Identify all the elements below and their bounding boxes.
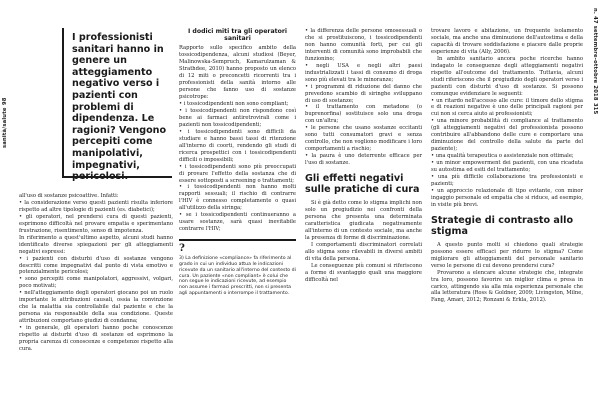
list-item: • sono percepiti come manipolatori, aggressivi, volgari, poco motivati; xyxy=(19,276,173,290)
running-head-left xyxy=(2,8,12,148)
box-title: I dodici miti tra gli operatori sanitari xyxy=(187,28,288,43)
list-item: • i tossicodipendenti non sono compliant; xyxy=(179,101,289,108)
list-item: • una qualità terapeutica o assistenziale non ottimale; xyxy=(431,153,574,160)
page-label-right: n. 47 settembre-ottobre 2018 xyxy=(592,8,598,101)
list-item: • un minor empowerment dei pazienti, con una ricaduta su autostima ed esiti del trattamento; xyxy=(431,160,583,174)
list-item: • un ritardo nell'accesso alle cure: il timore dello stigma e di reazioni negative è uno delle principali ragioni per cui non si cerca aiuto ai professionisti; xyxy=(431,97,583,118)
page-label-left: sanità/salute xyxy=(2,107,8,148)
paragraph: Provarono a elencare alcune strategie che, integrate tra loro, possono favorire un miglior clima e presa in carico, attingendo sia alla mia esperienza personale che alla letteratura (Ross & Goldner, 2009; Livingston, Milne, Fang, Amari, 2012; Ronzani & Erkla, 2012). xyxy=(431,269,583,304)
list-item: • in generale, gli operatori hanno poche conoscenze rispetto ai disturbi d'uso di sostanze ed esprimono la propria carenza di conoscenze e competenze rispetto alla cura. xyxy=(19,325,173,352)
list-item: • una minore probabilità di compliance al trattamento (gli atteggiamenti negativi del professionista possono contribuire all'abbandono delle cure e comportare una diminuzione del controllo della salute da parte del paziente); xyxy=(431,118,583,153)
footnote-mark: ? xyxy=(179,243,185,255)
sidebar-box xyxy=(179,28,296,297)
page-number-left: 98 xyxy=(2,97,8,106)
box-intro: Rapporto sullo specifico ambito della tossicodipendenza, alcuni studiosi (Beyer, Malinowska-Sempruch, Kamarulzaman & Strathdee, 2010) hanno proposto un elenco di 12 miti o preconcetti ricorrenti tra i professionisti della sanità intorno alle persone che fanno uso di sostanze psicotrope: xyxy=(179,45,296,101)
paragraph: all'uso di sostanze psicoattive. Infatti: xyxy=(19,193,119,199)
paragraph: A questo punto molti si chiedono quali strategie possono essere efficaci per ridurre lo stigma? Come migliorare gli atteggiamenti del personale sanitario verso le persone di cui devono prendersi cura? xyxy=(431,241,583,269)
list-item: • i tossicodipendenti sono più preoccupati di provare l'effetto della sostanza che di essere sottoposti a screening o trattamenti; xyxy=(179,163,296,184)
page-number-right: 315 xyxy=(592,102,598,115)
list-item: • i tossicodipendenti non rispondono così bene ai farmaci antiretrovirali come i pazienti non tossicodipendenti; xyxy=(179,107,296,128)
list-item: • un approccio relazionale di tipo evitante, con minor ingaggio personale ed empatia che si riduce, ad esempio, in visite più brevi. xyxy=(431,187,583,208)
column-3 xyxy=(305,28,422,284)
list-item: • una più difficile collaborazione tra professionisti e pazienti; xyxy=(431,174,583,187)
footnote-rule xyxy=(179,239,296,241)
list-item: • la differenza delle persone omosessuali o che si prostituiscono, i tossicodipendenti non hanno comunità forti, per cui gli interventi di comunità sono improbabili che funzionino; xyxy=(305,28,422,62)
list-item: • le persone che usano sostanze eccitanti sono tutti consumatori gravi e senza controllo, che non vogliono modificare i loro comportamenti a rischio; xyxy=(305,125,422,153)
list-item: • i tossicodipendenti sono difficili da studiare e hanno bassi tassi di ritenzione all'interno di coorti, rendendo gli studi di ricerca prospettici con i tossicodipendenti difficili o impossibili; xyxy=(179,128,296,163)
column-1 xyxy=(19,193,173,353)
column-4 xyxy=(431,28,583,304)
pull-quote-text: I professionisti sanitari hanno in genere un atteggiamento negativo verso i pazienti con problemi di dipendenza. Le ragioni? Vengono percepiti come manipolativi, impegnativi, pericolosi. xyxy=(72,32,167,183)
paragraph: Le conseguenze più comuni si riferiscono a forme di svantaggio quali una maggiore difficoltà nel xyxy=(305,262,422,283)
paragraph: trovare lavoro e abitazione, un frequente isolamento sociale, ma anche una diminuzione dell'autostima e della capacità di trovare soddisfazione e piacere dalle proprie esperienze di vita (Ally, 2006). xyxy=(431,28,583,55)
footnote-text: 3) La definizione «compliance» fa riferimento al grado in cui un individuo attua le indicazioni ricevute da un sanitario all'interno del contesto di cura. Un paziente «non compliant» è colui che non segue le indicazioni ricevute, ad esempio non assume i farmaci prescritti, non si presenta agli appuntamenti o interrompe il trattamento. xyxy=(179,256,296,296)
list-item: • negli USA e negli altri paesi industrializzati i tassi di consumo di droga sono più elevati tra le minoranze; xyxy=(305,62,422,83)
list-item: • la paura è uno deterrente efficace per l'uso di sostanze. xyxy=(305,153,422,167)
footnote xyxy=(179,256,296,297)
section-heading: Strategie di contrasto allo stigma xyxy=(431,214,574,237)
list-item: • se i tossicodipendenti continueranno a usare sostanze, sarà quasi inevitabile contrarre l'HIV; xyxy=(179,212,296,233)
section-heading: Gli effetti negativi sulle pratiche di cura xyxy=(305,173,420,196)
paragraph: In riferimento a quest'ultimo aspetto, alcuni studi hanno identificato diverse spiegazioni per gli atteggiamenti negativi espressi: xyxy=(19,234,173,255)
list-item: • i tossicodipendenti non hanno molti rapporti sessuali; il rischio di contrarre l'HIV è connesso completamente o quasi all'utilizzo della siringa; xyxy=(179,184,296,212)
paragraph: I comportamenti discriminatori correlati allo stigma sono rilevabili in diversi ambiti di vita della persona. xyxy=(305,241,422,262)
list-item: • la considerazione verso questi pazienti risulta inferiore rispetto ad altre tipologie di pazienti (es. diabetici); xyxy=(19,199,173,213)
paragraph: Si è già detto come lo stigma implichi non solo un pregiudizio nei confronti della persona che presenta una determinata caratteristica giudicata negativamente all'interno di un contesto sociale, ma anche la presenza di forme di discriminazione. xyxy=(305,200,422,241)
list-item: • i programmi di riduzione del danno che prevedono scambio di siringhe sviluppano di uso di sostanze; xyxy=(305,83,422,104)
paragraph: In ambito sanitario ancora poche ricerche hanno indagato le conseguenze degli atteggiamenti negativi rispetto all'outcome del trattamento. Tuttavia, alcuni studi riferiscono che il pregiudizio degli operatori verso i pazienti con disturbi d'uso di sostanze. Si possono comunque evidenziare le seguenti: xyxy=(431,55,583,97)
running-head-right xyxy=(588,8,598,148)
list-item: • nell'atteggiamento degli operatori giocano poi un ruolo importante le attribuzioni causali, ossia la convinzione che la malattia sia controllabile dal paziente e che la persona sia responsabile della sua condizione. Queste attribuzioni comportano giudizi di condanna; xyxy=(19,290,173,325)
pull-quote xyxy=(62,28,172,183)
list-item: • gli operatori, nel prendersi cura di questi pazienti, esprimono difficoltà nel provare empatia e sperimentano frustrazione, risentimento, senso di impotenza. xyxy=(19,213,173,234)
list-item: • il trattamento con metadone (o buprenorfina) sostituisce solo una droga con un'altra; xyxy=(305,104,422,125)
list-item: • i pazienti con disturbi d'uso di sostanze vengono descritti come impegnativi dal punto di vista emotivo e potenzialmente pericolosi; xyxy=(19,255,173,276)
